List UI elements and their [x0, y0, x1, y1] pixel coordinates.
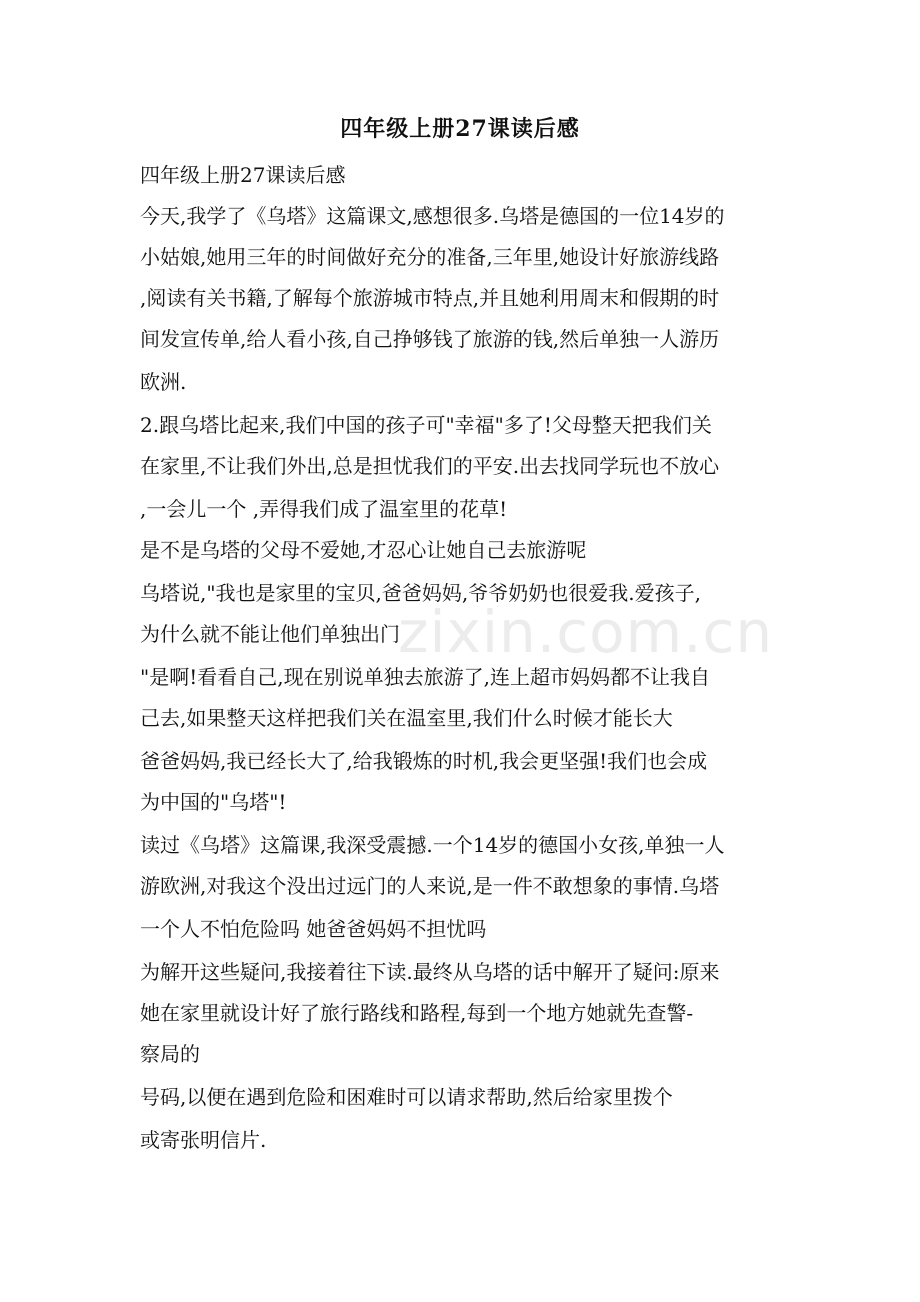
text-line: "是啊!看看自己,现在别说单独去旅游了,连上超市妈妈都不让我自 [140, 665, 710, 689]
text-line: 或寄张明信片. [140, 1128, 267, 1152]
text-line: 四年级上册27课读后感 [140, 163, 346, 187]
text-line: 己去,如果整天这样把我们关在温室里,我们什么时候才能长大 [140, 706, 673, 730]
text-line: 她在家里就设计好了旅行路线和路程,每到一个地方她就先查警- [140, 1001, 694, 1025]
text-line: 乌塔说,"我也是家里的宝贝,爸爸妈妈,爷爷奶奶也很爱我.爱孩子, [140, 581, 701, 605]
text-line: 读过《乌塔》这篇课,我深受震撼.一个14岁的德国小女孩,单独一人 [140, 833, 725, 857]
text-line: 今天,我学了《乌塔》这篇课文,感想很多.乌塔是德国的一位14岁的 [140, 204, 725, 228]
text-line: 为解开这些疑问,我接着往下读.最终从乌塔的话中解开了疑问:原来 [140, 960, 720, 984]
text-line: 小姑娘,她用三年的时间做好充分的准备,三年里,她设计好旅游线路 [140, 245, 720, 269]
text-line: 间发宣传单,给人看小孩,自己挣够钱了旅游的钱,然后单独一人游历 [140, 327, 720, 351]
text-line: 欧洲. [140, 370, 187, 394]
text-line: 是不是乌塔的父母不爱她,才忍心让她自己去旅游呢 [140, 538, 587, 562]
text-line: 游欧洲,对我这个没出过远门的人来说,是一件不敢想象的事情.乌塔 [140, 874, 720, 898]
document-title: 四年级上册27课读后感 [340, 116, 580, 142]
text-line: 号码,以便在遇到危险和困难时可以请求帮助,然后给家里拨个 [140, 1085, 673, 1109]
text-line: 爸爸妈妈,我已经长大了,给我锻炼的时机,我会更坚强!我们也会成 [140, 749, 708, 773]
text-line: 2.跟乌塔比起来,我们中国的孩子可"幸福"多了!父母整天把我们关 [140, 413, 712, 437]
text-line: 察局的 [140, 1042, 200, 1066]
text-line: ,阅读有关书籍,了解每个旅游城市特点,并且她利用周末和假期的时 [140, 286, 720, 310]
text-line: 在家里,不让我们外出,总是担忧我们的平安.出去找同学玩也不放心 [140, 454, 720, 478]
text-line: 为什么就不能让他们单独出门 [140, 622, 400, 646]
text-line: 一个人不怕危险吗 她爸爸妈妈不担忧吗 [140, 917, 487, 941]
text-line: 为中国的"乌塔"! [140, 790, 287, 814]
text-line: ,一会儿一个 ,弄得我们成了温室里的花草! [140, 497, 508, 521]
watermark: zixin.com.cn [398, 598, 774, 666]
